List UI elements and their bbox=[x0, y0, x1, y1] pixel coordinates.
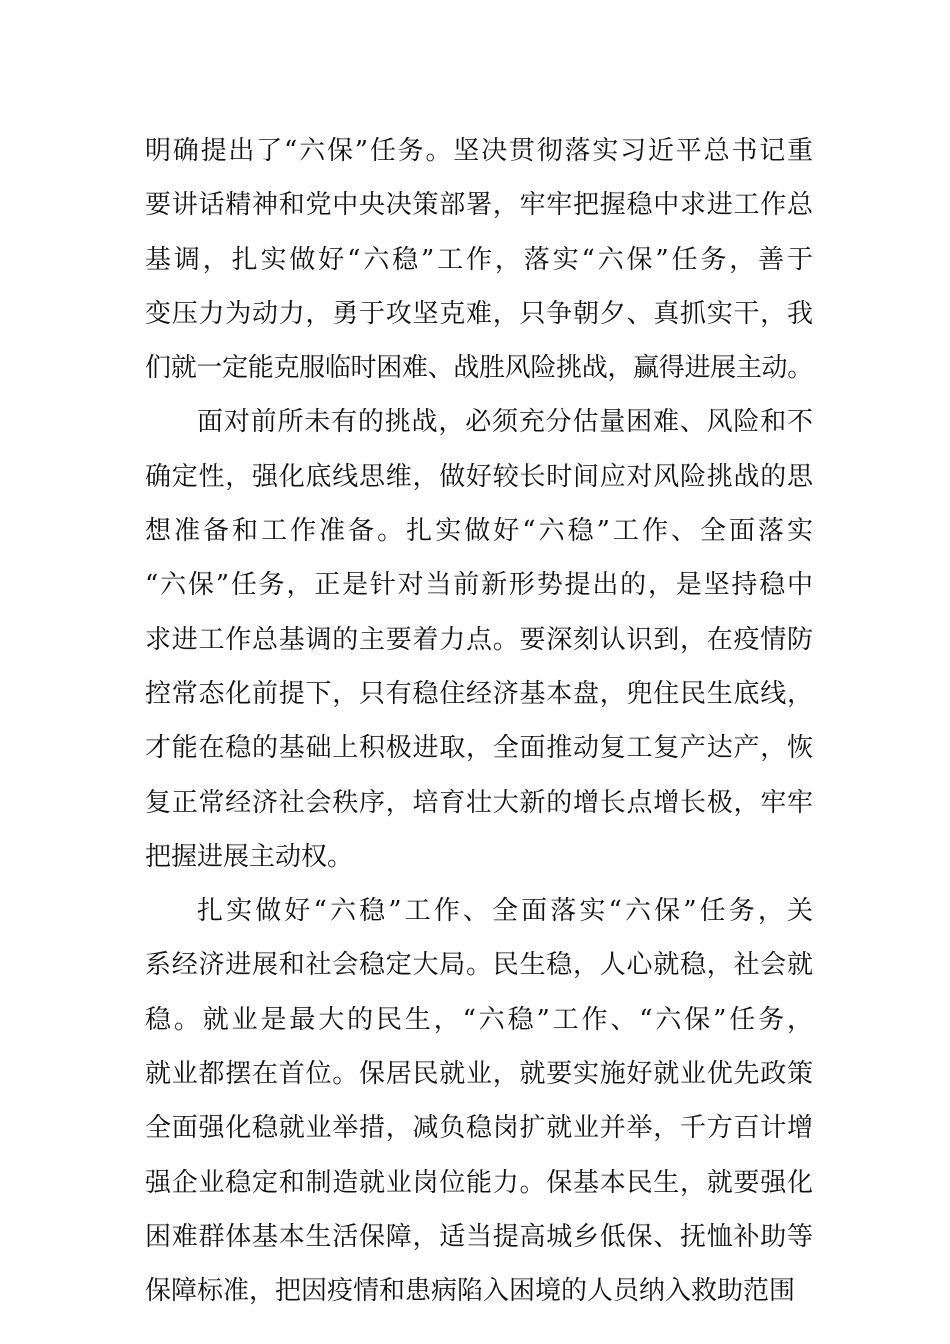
text-line: 才能在稳的基础上积极进取，全面推动复工复产达产，恢 bbox=[145, 733, 814, 764]
text-line: 稳。就业是最大的民生，“六稳”工作、“六保”任务， bbox=[145, 1004, 816, 1035]
text-line: 们就一定能克服临时困难、战胜风险挑战，赢得进展主动。 bbox=[145, 353, 813, 384]
paragraph-first-line: 面对前所未有的挑战，必须充分估量困难、风险和不 bbox=[197, 407, 814, 438]
text-line: 想准备和工作准备。扎实做好“六稳”工作、全面落实 bbox=[145, 516, 817, 547]
document-body bbox=[145, 124, 815, 1319]
text-line: “六保”任务，正是针对当前新形势提出的，是坚持稳中 bbox=[145, 570, 815, 601]
text-line: 明确提出了“六保”任务。坚决贯彻落实习近平总书记重 bbox=[145, 136, 815, 166]
text-line: 求进工作总基调的主要着力点。要深刻认识到，在疫情防 bbox=[145, 624, 814, 655]
text-line: 强企业稳定和制造就业岗位能力。保基本民生，就要强化 bbox=[145, 1167, 814, 1198]
text-line: 复正常经济社会秩序，培育壮大新的增长点增长极，牢牢 bbox=[145, 787, 814, 818]
text-line: 困难群体基本生活保障，适当提高城乡低保、抚恤补助等 bbox=[145, 1221, 814, 1252]
text-line: 变压力为动力，勇于攻坚克难，只争朝夕、真抓实干，我 bbox=[145, 298, 814, 329]
text-line: 基调，扎实做好“六稳”工作，落实“六保”任务，善于 bbox=[145, 244, 816, 275]
text-line: 把握进展主动权。 bbox=[145, 841, 354, 872]
text-line: 就业都摆在首位。保居民就业，就要实施好就业优先政策 bbox=[145, 1059, 814, 1090]
text-line: 要讲话精神和党中央决策部署，牢牢把握稳中求进工作总 bbox=[145, 190, 814, 221]
text-line: 保障标准，把因疫情和患病陷入困境的人员纳入救助范围 bbox=[145, 1276, 796, 1307]
text-line: 全面强化稳就业举措，减负稳岗扩就业并举，千方百计增 bbox=[145, 1113, 814, 1144]
paragraph-first-line: 扎实做好“六稳”工作、全面落实“六保”任务，关 bbox=[197, 896, 817, 927]
text-line: 系经济进展和社会稳定大局。民生稳，人心就稳，社会就 bbox=[145, 950, 814, 981]
text-line: 确定性，强化底线思维，做好较长时间应对风险挑战的思 bbox=[145, 461, 814, 492]
text-line: 控常态化前提下，只有稳住经济基本盘，兜住民生底线， bbox=[145, 678, 814, 709]
